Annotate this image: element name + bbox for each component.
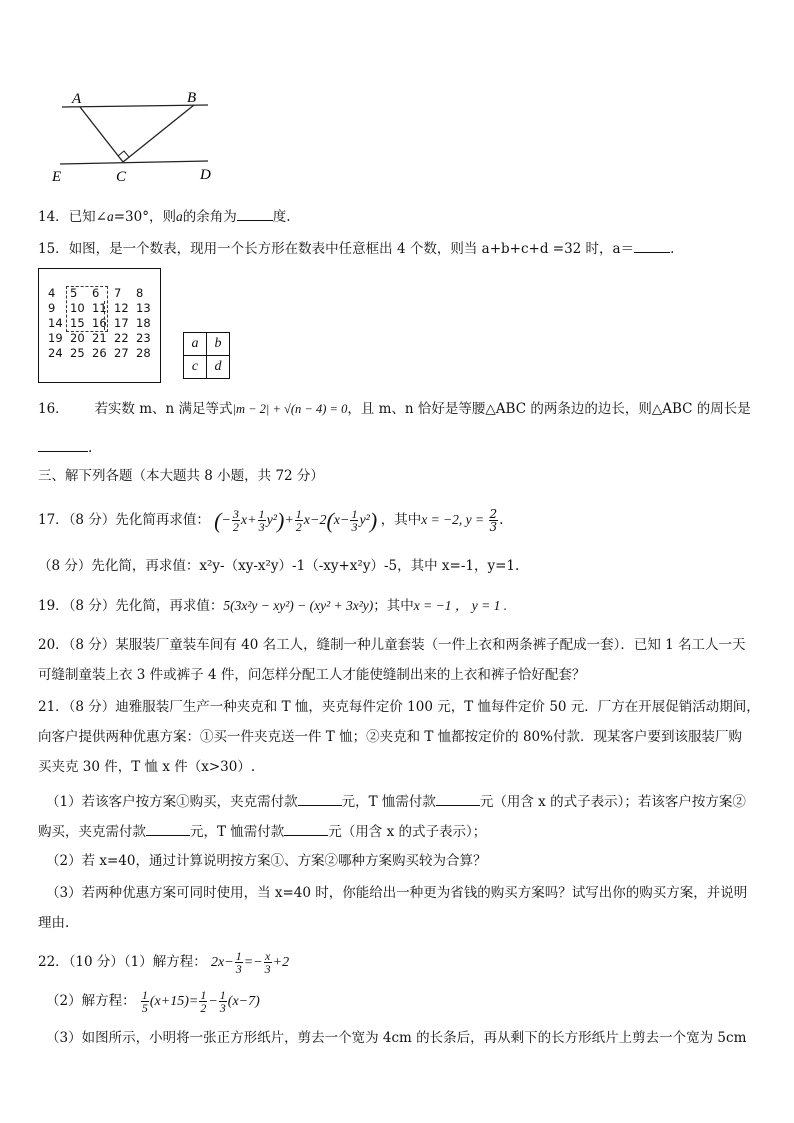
- table-cell: 24: [48, 346, 63, 360]
- answer-blank[interactable]: [436, 791, 480, 806]
- question-19: 19．（8 分）先化简，再求值：5(3x²y − xy²) − (xy² + 3x²y)；其中x = −1 ， y = 1 .: [38, 598, 508, 614]
- table-cell: 4: [48, 286, 56, 300]
- question-21-line-1: 21．（8 分）迪雅服装厂生产一种夹克和 T 恤，夹克每件定价 100 元，T 恤每件定价 50 元．厂方在开展促销活动期间，: [38, 699, 760, 715]
- label-d: D: [200, 167, 211, 183]
- answer-blank[interactable]: [634, 238, 670, 253]
- cell-c: c: [184, 356, 207, 379]
- table-cell: 8: [136, 286, 144, 300]
- table-cell: 22: [114, 331, 129, 345]
- question-21-part-1: （1）若该客户按方案①购买，夹克需付款 元，T 恤需付款 元（用含 x 的式子表示）；若该客户按方案②: [46, 791, 746, 812]
- table-cell: 12: [114, 301, 129, 315]
- table-cell: 14: [48, 316, 63, 330]
- table-cell: 26: [92, 346, 107, 360]
- question-16: 16． 若实数 m、n 满足等式|m − 2| + √(n − 4) = 0，且 m、n 恰好是等腰△ABC 的两条边的边长，则△ABC 的周长是: [38, 401, 751, 417]
- answer-blank[interactable]: [237, 206, 273, 221]
- formula: 5(3x²y − xy²) − (xy² + 3x²y): [223, 598, 374, 613]
- cell-a: a: [184, 333, 207, 356]
- question-22-part-3: （3）如图所示，小明将一张正方形纸片，剪去一个宽为 4cm 的长条后，再从剩下的长方形纸片上剪去一个宽为 5cm: [46, 1030, 747, 1046]
- answer-blank[interactable]: [298, 791, 342, 806]
- question-18: （8 分）先化简，再求值：x²y‐（xy‐x²y）‐1（‐xy+x²y）‐5，其中 x=‐1，y=1.: [38, 558, 520, 574]
- table-cell: 15: [70, 316, 85, 330]
- table-cell: 28: [136, 346, 151, 360]
- table-cell: 17: [114, 316, 129, 330]
- table-cell: 27: [114, 346, 129, 360]
- question-21-part-3-cont: 理由.: [38, 915, 70, 931]
- label-e: E: [52, 169, 62, 185]
- question-22-part-1: 22．（10 分）（1）解方程： 2x− $\frac{1}{3}$ =− $\frac{x}{3}$ +2: [38, 949, 290, 977]
- label-a: A: [72, 91, 82, 107]
- question-20-line-1: 20．（8 分）某服装厂童装车间有 40 名工人，缝制一种儿童套装（一件上衣和两条裤子配成一套）．已知 1 名工人一天: [38, 637, 746, 653]
- table-cell: 16: [92, 316, 107, 330]
- equation-1: 2x− $\frac{1}{3}$ =− $\frac{x}{3}$ +2: [211, 949, 290, 977]
- table-cell: 11: [92, 301, 107, 315]
- table-cell: 25: [70, 346, 85, 360]
- table-cell: 18: [136, 316, 151, 330]
- cell-d: d: [207, 356, 230, 379]
- question-22-part-2: （2）解方程： $\frac{1}{5}$ (x+15)= $\frac{1}{2}$ − $\frac{1}{3}$ (x−7): [46, 988, 260, 1016]
- question-17: 17．（8 分）先化简再求值： (− $\frac{3}{2}$ x+ $\frac{1}{3}$ y²)+ $\frac{1}{2}$ x−2(x− $\frac{1}{3}$ y²) ，其中x = −2, y = $\frac{2}{3}$ .: [38, 507, 504, 535]
- answer-blank[interactable]: [38, 437, 88, 452]
- formula: (− $\frac{3}{2}$ x+ $\frac{1}{3}$ y²)+ $\frac{1}{2}$ x−2(x− $\frac{1}{3}$ y²): [214, 507, 378, 535]
- question-15: 15．如图，是一个数表，现用一个长方形在数表中任意框出 4 个数，则当 a+b+c+d =32 时，a＝ .: [38, 238, 674, 259]
- table-cell: 7: [114, 286, 122, 300]
- label-c: C: [116, 169, 127, 185]
- question-21-part-3: （3）若两种优惠方案可同时使用，当 x=40 时，你能给出一种更为省钱的购买方案吗？试写出你的购买方案，并说明: [46, 885, 748, 901]
- table-cell: 6: [92, 286, 100, 300]
- label-b: B: [187, 90, 197, 106]
- table-cell: 21: [92, 331, 107, 345]
- table-cell: 19: [48, 331, 63, 345]
- question-21-part-2: （2）若 x=40，通过计算说明按方案①、方案②哪种方案购买较为合算？: [46, 853, 487, 869]
- question-20-line-2: 可缝制童装上衣 3 件或裤子 4 件，问怎样分配工人才能使缝制出来的上衣和裤子恰好配套？: [38, 667, 586, 683]
- geometry-figure: [40, 85, 240, 190]
- question-21-line-3: 买夹克 30 件，T 恤 x 件（x>30）.: [38, 759, 256, 775]
- abcd-table: [183, 332, 230, 379]
- equation-2: $\frac{1}{5}$ (x+15)= $\frac{1}{2}$ − $\frac{1}{3}$ (x−7): [141, 988, 260, 1016]
- table-cell: 13: [136, 301, 151, 315]
- question-14: 14．已知∠a=30°，则a的余角为 度.: [38, 206, 291, 227]
- table-cell: 9: [48, 301, 56, 315]
- question-21-line-2: 向客户提供两种优惠方案：①买一件夹克送一件 T 恤；②夹克和 T 恤都按定价的 80%付款．现某客户要到该服装厂购: [38, 729, 742, 745]
- table-cell: 5: [70, 286, 78, 300]
- formula: |m − 2| + √(n − 4) = 0: [232, 402, 348, 416]
- answer-blank[interactable]: [146, 821, 190, 836]
- question-21-part-1-cont: 购买，夹克需付款 元，T 恤需付款 元（用含 x 的式子表示）；: [38, 821, 486, 842]
- table-cell: 20: [70, 331, 85, 345]
- table-cell: 10: [70, 301, 85, 315]
- question-16-blank: .: [38, 437, 92, 458]
- answer-blank[interactable]: [284, 821, 328, 836]
- section-title: 三、解下列各题（本大题共 8 小题，共 72 分）: [38, 468, 324, 484]
- cell-b: b: [207, 333, 230, 356]
- table-cell: 23: [136, 331, 151, 345]
